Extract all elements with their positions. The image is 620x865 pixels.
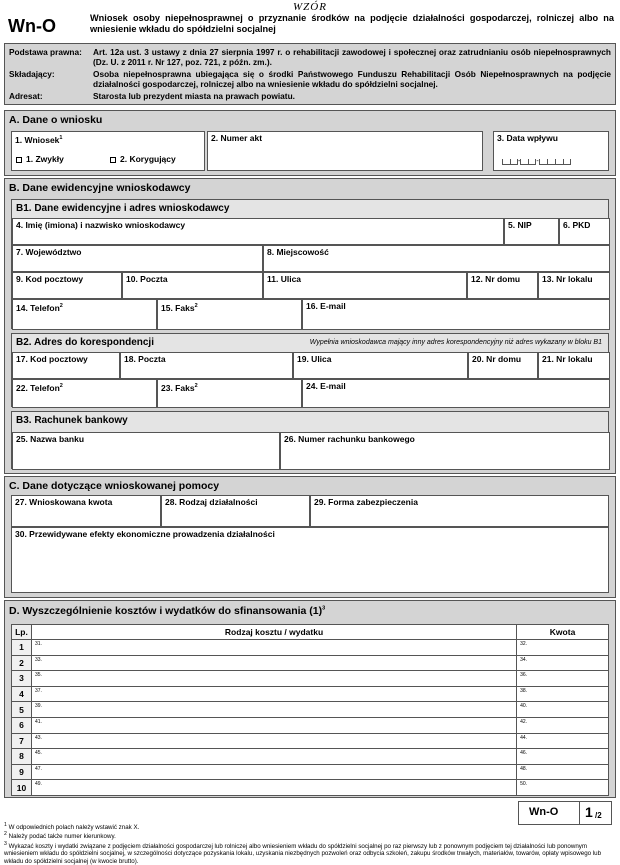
- field-28-activity-type[interactable]: [161, 495, 310, 527]
- date-boxes: - -: [502, 158, 571, 165]
- table-row: [12, 686, 609, 702]
- row-lp: 1: [12, 640, 32, 656]
- row-lp: 8: [12, 749, 32, 765]
- field-17-label: 17. Kod pocztowy: [16, 354, 88, 364]
- section-c-title: C. Dane dotyczące wnioskowanej pomocy: [9, 480, 220, 492]
- legal-basis-label: Podstawa prawna:: [9, 47, 82, 57]
- field-30-economic-effects[interactable]: [11, 527, 609, 593]
- table-row: [12, 749, 609, 765]
- table-row: [12, 655, 609, 671]
- field-6-pkd[interactable]: [559, 218, 610, 245]
- row-lp: 9: [12, 764, 32, 780]
- field-23-fax[interactable]: [157, 379, 302, 408]
- field-5-label: 5. NIP: [508, 220, 532, 230]
- cost-amount-cell[interactable]: 50.: [517, 780, 609, 796]
- footnote-1: $^1$ W odpowiednich polach należy wstawić znak X.: [4, 822, 140, 832]
- submitter-text: Osoba niepełnosprawna ubiegająca się o środki Państwowego Funduszu Rehabilitacji Osób Niepełnosprawnych na podjęcie działalności gospodarczej, rolniczej albo na wniesienie wkładu do spółdzielni socjalnej.: [93, 69, 611, 90]
- field-2-label: 2. Numer akt: [211, 133, 263, 143]
- field-19-label: 19. Ulica: [297, 354, 332, 364]
- cost-type-cell[interactable]: 45.: [31, 749, 516, 765]
- section-d-title: D. Wyszczególnienie kosztów i wydatków do sfinansowania $(1)^3$: [9, 605, 326, 617]
- field-9-postal-code[interactable]: [12, 272, 122, 299]
- section-a: [4, 110, 616, 176]
- option-correcting[interactable]: 2. Korygujący: [110, 154, 176, 164]
- b1-title: B1. Dane ewidencyjne i adres wnioskodawcy: [16, 203, 230, 214]
- field-27-requested-amount[interactable]: [11, 495, 161, 527]
- col-amount-header: Kwota: [517, 625, 609, 640]
- table-row: [12, 764, 609, 780]
- field-2-file-number[interactable]: [207, 131, 483, 171]
- b2-title: B2. Adres do korespondencji: [16, 337, 154, 348]
- field-1-request-type: [11, 131, 205, 171]
- costs-table-body: [12, 640, 609, 796]
- block-b1: [11, 199, 609, 329]
- table-row: [12, 640, 609, 656]
- field-11-street[interactable]: [263, 272, 467, 299]
- addressee-label: Adresat:: [9, 91, 43, 101]
- field-27-label: 27. Wnioskowana kwota: [15, 497, 113, 507]
- field-5-nip[interactable]: [504, 218, 559, 245]
- form-code: Wn-O: [8, 16, 56, 36]
- field-3-label: 3. Data wpływu: [497, 133, 558, 143]
- field-21-apartment-number[interactable]: [538, 352, 610, 379]
- cost-amount-cell[interactable]: 38.: [517, 686, 609, 702]
- field-10-post-office[interactable]: [122, 272, 263, 299]
- field-14-phone[interactable]: [12, 299, 157, 330]
- page-badge-code: Wn-O: [529, 806, 559, 818]
- field-26-account-number[interactable]: [280, 432, 610, 470]
- field-22-label: 22. Telefon$^2$: [16, 382, 63, 393]
- cost-amount-cell[interactable]: 44.: [517, 733, 609, 749]
- table-row: [12, 702, 609, 718]
- field-13-label: 13. Nr lokalu: [542, 274, 593, 284]
- cost-type-cell[interactable]: 37.: [31, 686, 516, 702]
- field-17-postal-code[interactable]: [12, 352, 120, 379]
- field-7-label: 7. Województwo: [16, 247, 82, 257]
- field-18-label: 18. Poczta: [124, 354, 166, 364]
- cost-type-cell[interactable]: 35.: [31, 671, 516, 687]
- field-15-fax[interactable]: [157, 299, 302, 330]
- table-row: [12, 717, 609, 733]
- row-lp: 3: [12, 671, 32, 687]
- table-row: [12, 671, 609, 687]
- legal-basis-text: Art. 12a ust. 3 ustawy z dnia 27 sierpnia 1997 r. o rehabilitacji zawodowej i społecznej oraz zatrudnianiu osób niepełnosprawnych (Dz. U. z 2011 r. Nr 127, poz. 721, z późn. zm.).: [93, 47, 611, 68]
- field-8-label: 8. Miejscowość: [267, 247, 329, 257]
- section-a-title: A. Dane o wniosku: [9, 114, 103, 126]
- option-normal[interactable]: 1. Zwykły: [16, 154, 64, 164]
- field-25-label: 25. Nazwa banku: [16, 434, 85, 444]
- page-of: /2: [595, 811, 602, 820]
- cost-amount-cell[interactable]: 46.: [517, 749, 609, 765]
- watermark-label: WZÓR: [293, 1, 327, 13]
- table-row: [12, 733, 609, 749]
- field-7-voivodeship[interactable]: [12, 245, 263, 272]
- field-29-security-form[interactable]: [310, 495, 609, 527]
- field-9-label: 9. Kod pocztowy: [16, 274, 84, 284]
- field-24-label: 24. E-mail: [306, 381, 346, 391]
- field-13-apartment-number[interactable]: [538, 272, 610, 299]
- field-11-label: 11. Ulica: [267, 274, 302, 284]
- field-30-label: 30. Przewidywane efekty ekonomiczne prowadzenia działalności: [15, 529, 275, 539]
- field-4-label: 4. Imię (imiona) i nazwisko wnioskodawcy: [16, 220, 186, 230]
- field-6-label: 6. PKD: [563, 220, 591, 230]
- field-22-phone[interactable]: [12, 379, 157, 408]
- cost-amount-cell[interactable]: 40.: [517, 702, 609, 718]
- field-10-label: 10. Poczta: [126, 274, 168, 284]
- field-20-house-number[interactable]: [468, 352, 538, 379]
- field-14-label: 14. Telefon$^2$: [16, 302, 63, 313]
- cost-amount-cell[interactable]: 42.: [517, 717, 609, 733]
- section-b-title: B. Dane ewidencyjne wnioskodawcy: [9, 182, 191, 194]
- field-20-label: 20. Nr domu: [472, 354, 522, 364]
- field-21-label: 21. Nr lokalu: [542, 354, 593, 364]
- field-16-label: 16. E-mail: [306, 301, 346, 311]
- field-15-label: 15. Faks$^2$: [161, 302, 198, 313]
- table-row: [12, 780, 609, 796]
- costs-table: [11, 624, 609, 796]
- section-d: [4, 600, 616, 798]
- cost-amount-cell[interactable]: 32.: [517, 640, 609, 656]
- block-b3: [11, 411, 609, 469]
- field-16-email[interactable]: [302, 299, 610, 330]
- cost-type-cell[interactable]: 47.: [31, 764, 516, 780]
- cost-amount-cell[interactable]: 34.: [517, 655, 609, 671]
- field-1-label: 1. Wniosek$^1$: [15, 134, 63, 145]
- form-title: Wniosek osoby niepełnosprawnej o przyznanie środków na podjęcie działalności gospodarczej, rolniczej albo na wniesienie wkładu do spółdzielni socjalnej: [90, 13, 614, 35]
- checkbox-normal[interactable]: [16, 157, 22, 163]
- cost-amount-cell[interactable]: 48.: [517, 764, 609, 780]
- footnote-2: $^2$ Należy podać także numer kierunkowy.: [4, 831, 116, 841]
- field-3-receipt-date[interactable]: [493, 131, 609, 171]
- field-4-name[interactable]: [12, 218, 504, 245]
- footnotes: [4, 822, 616, 865]
- field-12-label: 12. Nr domu: [471, 274, 521, 284]
- field-8-city[interactable]: [263, 245, 610, 272]
- row-lp: 6: [12, 717, 32, 733]
- col-lp-header: Lp.: [12, 625, 32, 640]
- b3-title: B3. Rachunek bankowy: [16, 415, 128, 426]
- section-b: [4, 178, 616, 474]
- cost-amount-cell[interactable]: 36.: [517, 671, 609, 687]
- row-lp: 4: [12, 686, 32, 702]
- field-19-street[interactable]: [293, 352, 468, 379]
- field-12-house-number[interactable]: [467, 272, 538, 299]
- field-29-label: 29. Forma zabezpieczenia: [314, 497, 418, 507]
- page-number: 1: [585, 804, 593, 820]
- row-lp: 10: [12, 780, 32, 796]
- field-23-label: 23. Faks$^2$: [161, 382, 198, 393]
- cost-type-cell[interactable]: 33.: [31, 655, 516, 671]
- submitter-label: Składający:: [9, 69, 55, 79]
- row-lp: 7: [12, 733, 32, 749]
- footnote-3: $^3$ Wykazać koszty i wydatki związane z podjęciem działalności gospodarczej lub rolniczej albo wniesieniem wkładu do spółdzielni socjalnej po raz pierwszy lub z ponownym podjęciem tej działalności lub ponownym wniesieniem wkładu do spółdzielni socjalnej, w szczególności dotyczące pozyskania lokalu, uzyskania niezbędnych pozwoleń oraz odbycia szkoleń, zakupu środków trwałych, materiałów, towarów, opłaty wpisowego lub wkładu do spółdzielni socjalnej (w kwocie brutto).: [4, 840, 602, 865]
- block-b2: [11, 333, 609, 407]
- field-28-label: 28. Rodzaj działalności: [165, 497, 258, 507]
- field-18-post-office[interactable]: [120, 352, 293, 379]
- cost-type-cell[interactable]: 49.: [31, 780, 516, 796]
- checkbox-correcting[interactable]: [110, 157, 116, 163]
- col-type-header: Rodzaj kosztu / wydatku: [31, 625, 516, 640]
- info-box: [4, 43, 616, 105]
- field-25-bank-name[interactable]: [12, 432, 280, 470]
- row-lp: 5: [12, 702, 32, 718]
- b2-note: Wypełnia wnioskodawca mający inny adres korespondencyjny niż adres wykazany w bloku B1: [309, 339, 602, 346]
- cost-type-cell[interactable]: 41.: [31, 717, 516, 733]
- cost-type-cell[interactable]: 31.: [31, 640, 516, 656]
- cost-type-cell[interactable]: 43.: [31, 733, 516, 749]
- addressee-text: Starosta lub prezydent miasta na prawach powiatu.: [93, 91, 295, 101]
- row-lp: 2: [12, 655, 32, 671]
- cost-type-cell[interactable]: 39.: [31, 702, 516, 718]
- field-24-email[interactable]: [302, 379, 610, 408]
- field-26-label: 26. Numer rachunku bankowego: [284, 434, 415, 444]
- section-c: [4, 476, 616, 598]
